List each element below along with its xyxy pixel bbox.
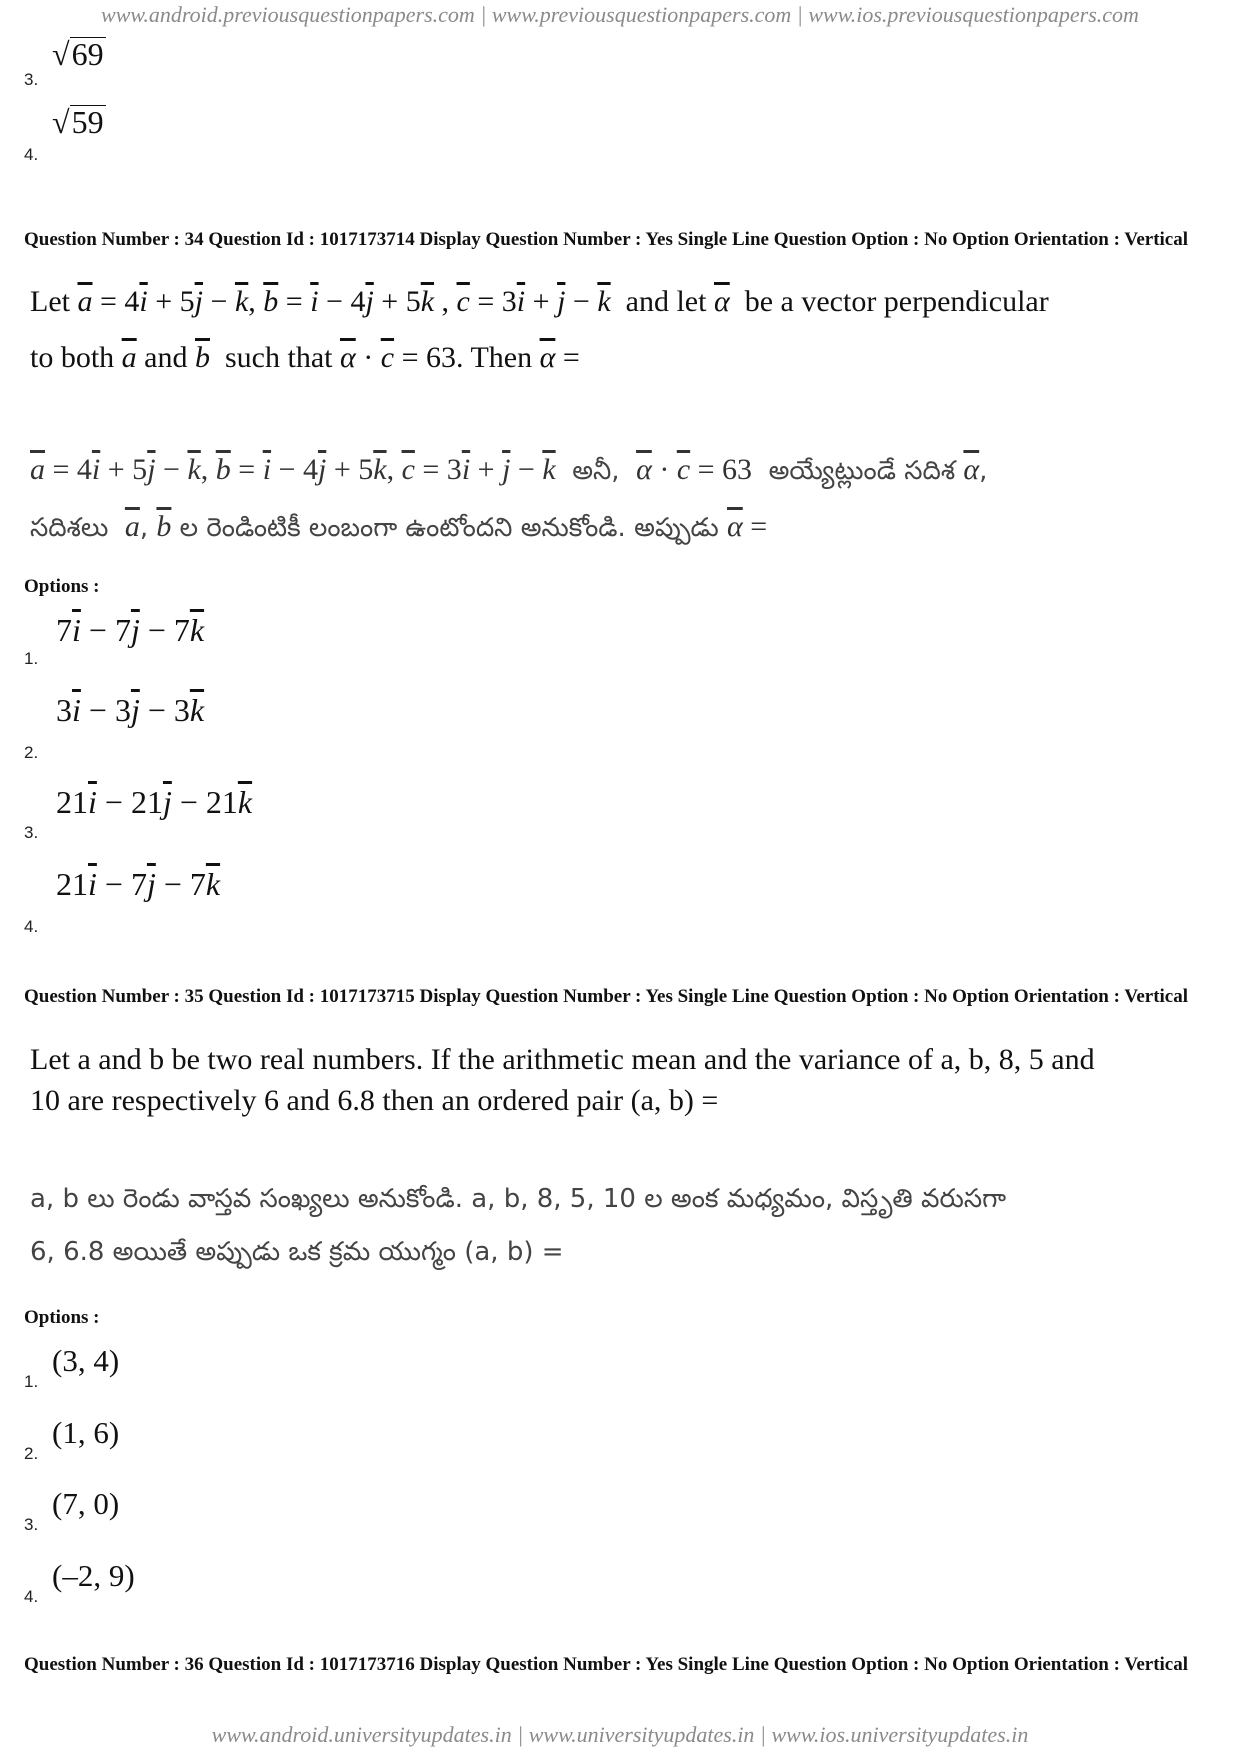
- text-then: . Then: [455, 341, 533, 374]
- question-35-header: Question Number : 35 Question Id : 1017173715 Display Question Number : Yes Single Line Question Option : No Option Orientation : Vertical: [24, 986, 1189, 1007]
- question-35-text-line-2: 10 are respectively 6 and 6.8 then an ordered pair (a, b) =: [30, 1084, 719, 1117]
- question-34-telugu-line-1: $\overline{a} = 4\overline{i} + 5\overline{j} - \overline{k}$, $\overline{b} = \overline{i} - 4\overline{j} + 5\overline{k}$, $\overline{c} = 3\overline{i} + \overline{j} - \overline{k}$ అనీ, $\overline{\alpha} \cdot \overline{c} = 63$ అయ్యేట్లుండే సదిశ $\overline{\alpha}$,: [30, 453, 988, 486]
- option-value: $7\overline{i} - 7\overline{j} - 7\overline{k}$: [56, 612, 205, 648]
- option-number: 1.: [24, 649, 39, 668]
- text-and: and: [144, 341, 188, 374]
- option-value: $21\overline{i} - 21\overline{j} - 21\overline{k}$: [56, 784, 253, 820]
- text-lead: to both: [30, 341, 115, 374]
- footer-watermark-urls: www.android.universityupdates.in | www.universityupdates.in | www.ios.universityupdates.in: [211, 1722, 1029, 1747]
- text-and-let: and let: [625, 285, 707, 318]
- option-number: 3.: [24, 823, 39, 842]
- option-value: (–2, 9): [52, 1558, 135, 1593]
- option-number: 4.: [24, 917, 39, 936]
- text-such-that: such that: [225, 341, 333, 374]
- question-34-text-line-1: Let $\overline{a} = 4\overline{i} + 5\overline{j} - \overline{k}$, $\overline{b} = \overline{i} - 4\overline{j} + 5\overline{k}$ , $\overline{c} = 3\overline{i} + \overline{j} - \overline{k}$ and let $\overline{\alpha}$ be a vector perpendicular: [30, 285, 1049, 318]
- option-number: 4.: [24, 145, 39, 164]
- question-36-header: Question Number : 36 Question Id : 1017173716 Display Question Number : Yes Single Line Question Option : No Option Orientation : Vertical: [24, 1654, 1189, 1675]
- option-value: (7, 0): [52, 1486, 120, 1521]
- option-number: 3.: [24, 70, 39, 89]
- option-value: $21\overline{i} - 7\overline{j} - 7\overline{k}$: [56, 866, 221, 902]
- question-35-options-label: Options :: [24, 1307, 100, 1328]
- option-number: 1.: [24, 1372, 39, 1391]
- option-value: (1, 6): [52, 1415, 120, 1450]
- option-value: $3\overline{i} - 3\overline{j} - 3\overline{k}$: [56, 692, 205, 728]
- option-value: (3, 4): [52, 1343, 120, 1378]
- question-35-text-line-1: Let a and b be two real numbers. If the arithmetic mean and the variance of a, b, 8, 5 and: [30, 1043, 1095, 1076]
- question-35-telugu-line-1: a, b లు రెండు వాస్తవ సంఖ్యలు అనుకోండి. a, b, 8, 5, 10 ల అంక మధ్యమం, విస్తృతి వరుసగా: [30, 1184, 1007, 1214]
- option-number: 4.: [24, 1587, 39, 1606]
- option-number: 3.: [24, 1515, 39, 1534]
- header-watermark-urls: www.android.previousquestionpapers.com | www.previousquestionpapers.com | www.ios.previousquestionpapers.com: [101, 2, 1139, 27]
- question-34-header: Question Number : 34 Question Id : 1017173714 Display Question Number : Yes Single Line Question Option : No Option Orientation : Vertical: [24, 229, 1189, 250]
- option-number: 2.: [24, 1444, 39, 1463]
- question-34-options-label: Options :: [24, 576, 100, 597]
- option-number: 2.: [24, 743, 39, 762]
- option-value: √69: [52, 36, 104, 72]
- question-34-text-line-2: to both $\overline{a}$ and $\overline{b}$ such that $\overline{\alpha} \cdot \overline{c} = 63$. Then $\overline{\alpha}$ =: [30, 341, 580, 374]
- question-34-telugu-line-2: సదిశలు $\overline{a}$, $\overline{b}$ ల రెండింటికీ లంబంగా ఉంటోందని అనుకోండి. అప్పుడు $\overline{\alpha}$ =: [30, 510, 768, 543]
- option-value: √59: [52, 104, 104, 140]
- text-tail: be a vector perpendicular: [744, 285, 1049, 318]
- question-35-telugu-line-2: 6, 6.8 అయితే అప్పుడు ఒక క్రమ యుగ్మం (a, b) =: [30, 1237, 564, 1267]
